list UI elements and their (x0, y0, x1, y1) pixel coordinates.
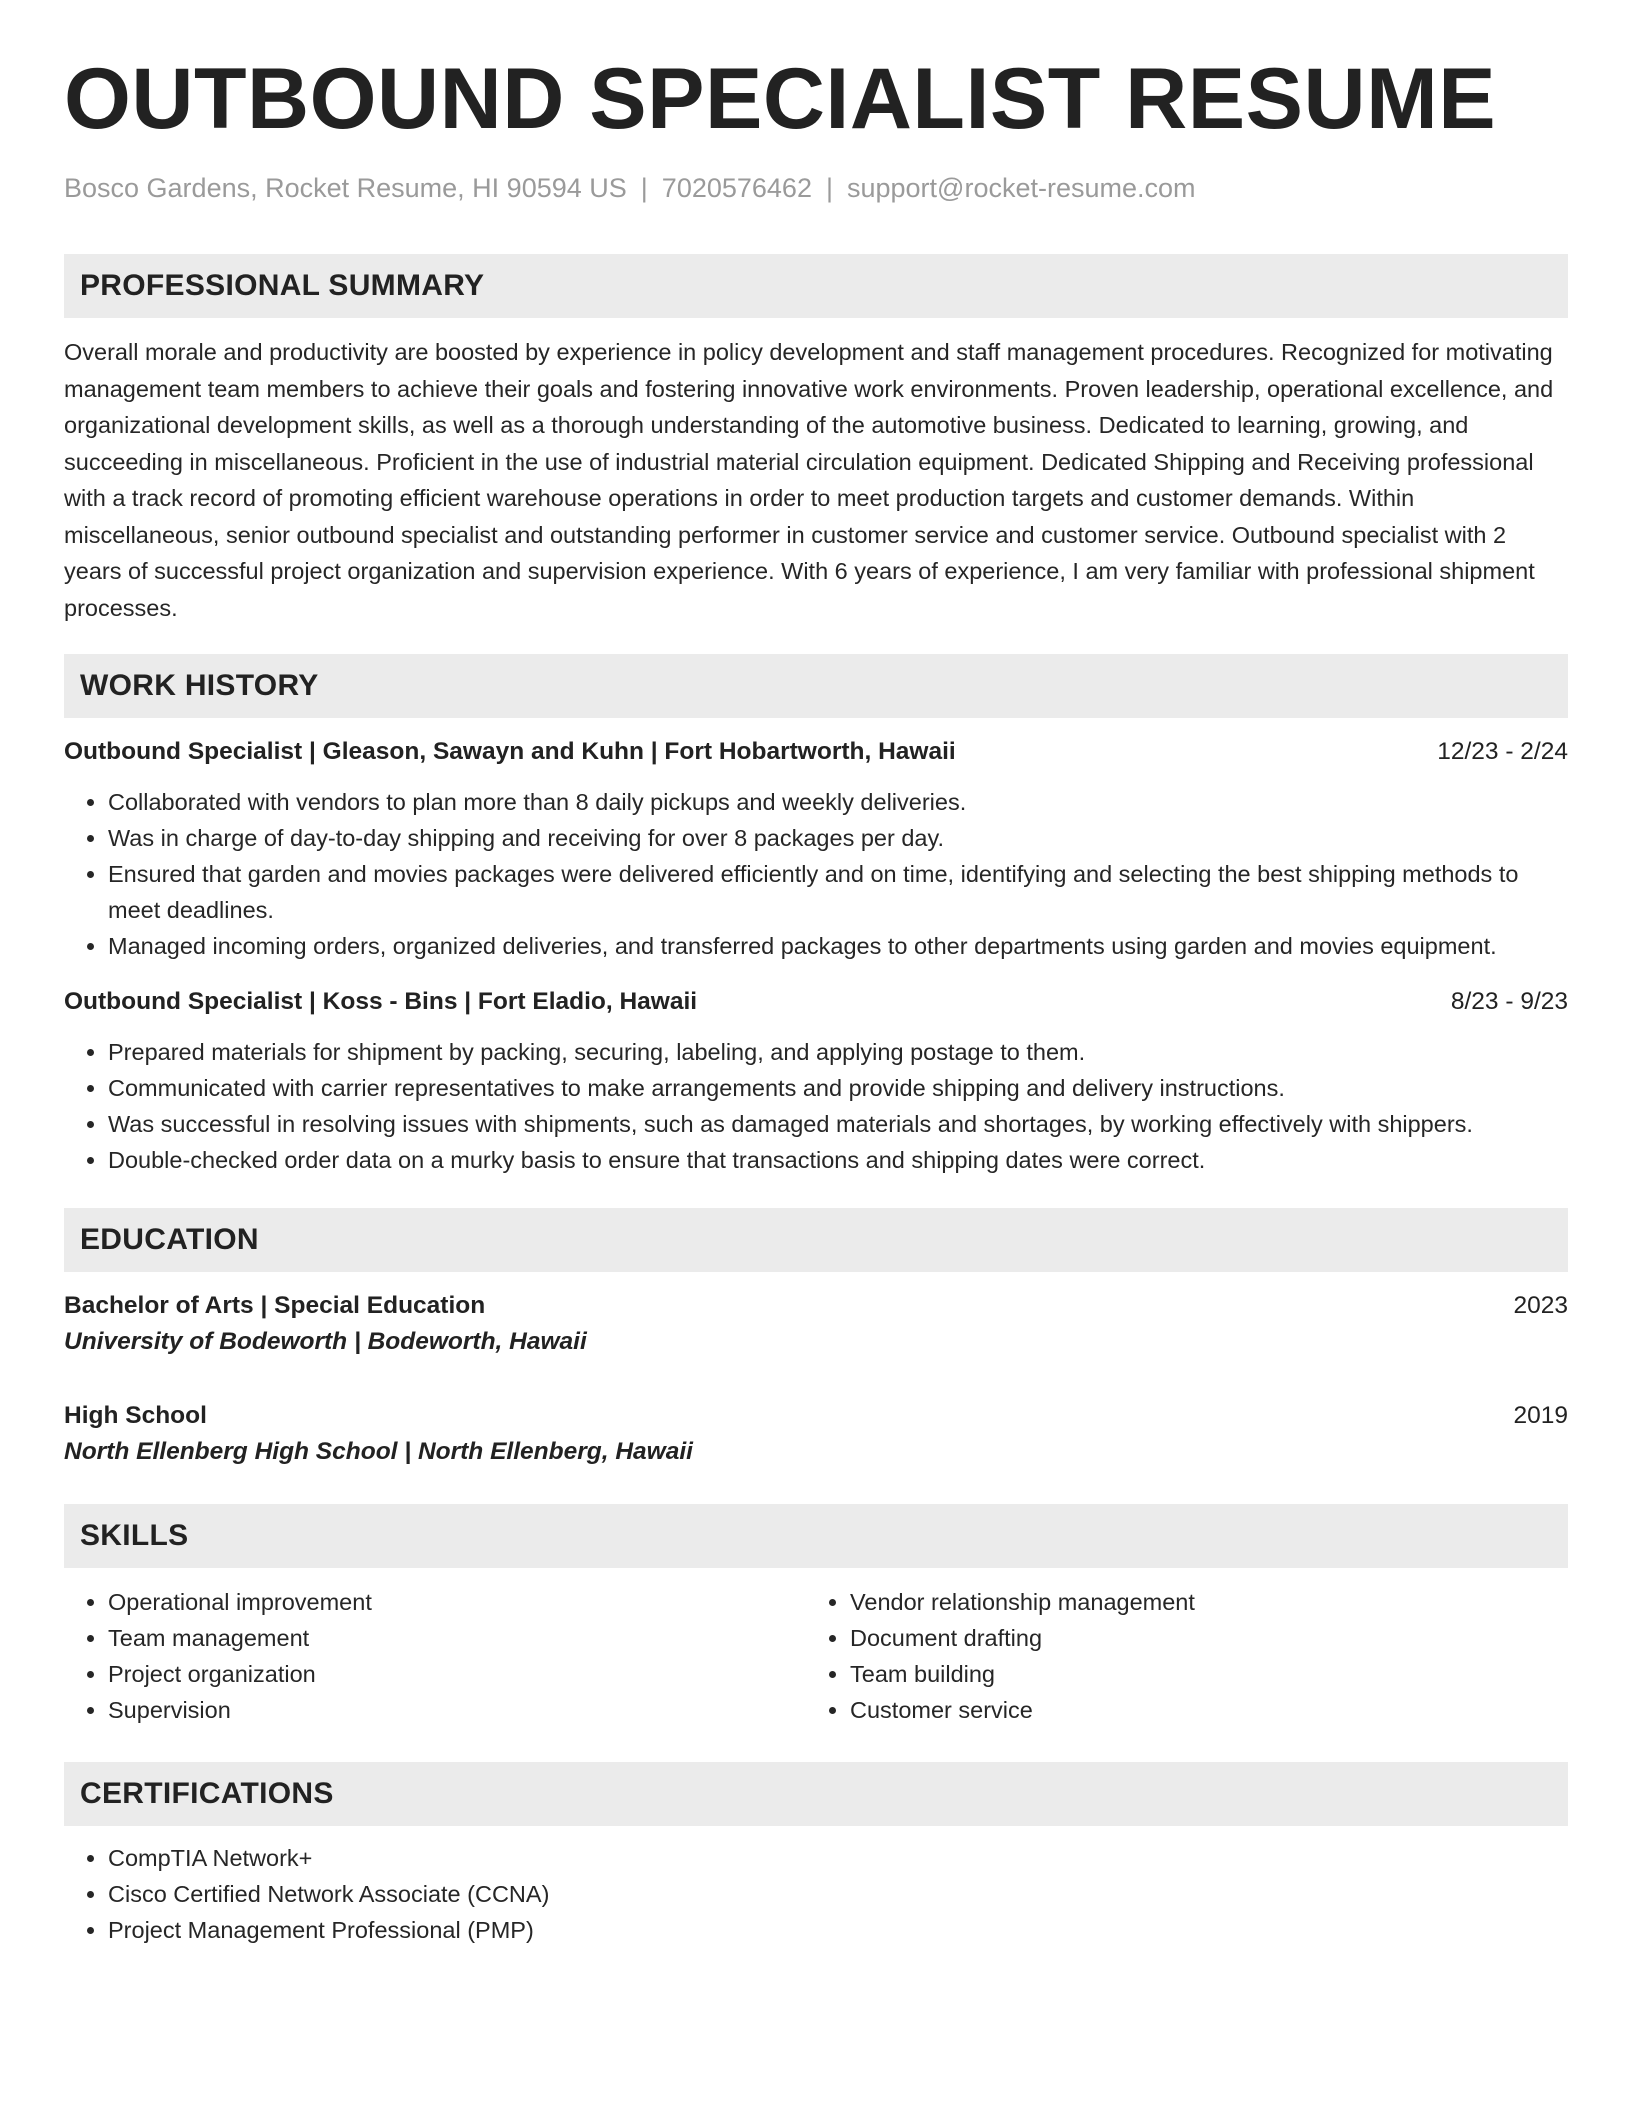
skills-section-header: SKILLS (64, 1504, 1568, 1568)
work-history-section-header: WORK HISTORY (64, 654, 1568, 718)
skill-item: • Customer service (850, 1692, 1548, 1728)
skills-grid (64, 1584, 1568, 1728)
job-entry-header (64, 984, 1568, 1020)
education-degree: Bachelor of Arts | Special Education (64, 1292, 486, 1320)
job-bullet: • Managed incoming orders, organized deliveries, and transferred packages to other departments using garden and movies equipment. (108, 928, 1568, 964)
certification-item: • CompTIA Network+ (108, 1840, 1568, 1876)
skill-item: • Project organization (108, 1656, 806, 1692)
job-dates: 12/23 - 2/24 (1437, 738, 1568, 766)
job-bullet: • Collaborated with vendors to plan more than 8 daily pickups and weekly deliveries. (108, 784, 1568, 820)
job-bullet: • Communicated with carrier representatives to make arrangements and provide shipping and delivery instructions. (108, 1070, 1568, 1106)
job-bullet-list (64, 1034, 1568, 1178)
contact-phone: 7020576462 (661, 173, 812, 203)
skill-item: • Team management (108, 1620, 806, 1656)
education-year: 2023 (1513, 1292, 1568, 1320)
education-entry-header (64, 1398, 1568, 1434)
contact-line (64, 172, 1568, 204)
summary-text: Overall morale and productivity are boosted by experience in policy development and staff management procedures. Recognized for motivating management team members to achieve their goals and fostering innovative work environments. Proven leadership, operational excellence, and organizational development skills, as well as a thorough understanding of the automotive business. Dedicated to learning, growing, and succeeding in miscellaneous. Proficient in the use of industrial material circulation equipment. Dedicated Shipping and Receiving professional with a track record of promoting efficient warehouse operations in order to meet production targets and customer demands. Within miscellaneous, senior outbound specialist and outstanding performer in customer service and customer service. Outbound specialist with 2 years of successful project organization and supervision experience. With 6 years of experience, I am very familiar with professional shipment processes. (64, 339, 1554, 621)
job-title: Outbound Specialist | Gleason, Sawayn and Kuhn | Fort Hobartworth, Hawaii (64, 738, 956, 766)
contact-separator: | (825, 173, 833, 203)
contact-address: Bosco Gardens, Rocket Resume, HI 90594 US (64, 173, 627, 203)
contact-email: support@rocket-resume.com (846, 173, 1196, 203)
certification-item: • Cisco Certified Network Associate (CCNA) (108, 1876, 1568, 1912)
certification-item: • Project Management Professional (PMP) (108, 1912, 1568, 1948)
job-bullet: • Double-checked order data on a murky basis to ensure that transactions and shipping dates were correct. (108, 1142, 1568, 1178)
skills-list-left (64, 1584, 806, 1728)
education-degree: High School (64, 1402, 207, 1430)
job-entry-header (64, 734, 1568, 770)
job-title: Outbound Specialist | Koss - Bins | Fort Eladio, Hawaii (64, 988, 698, 1016)
education-year: 2019 (1513, 1402, 1568, 1430)
skill-item: • Team building (850, 1656, 1548, 1692)
education-school: North Ellenberg High School | North Ellenberg, Hawaii (64, 1438, 693, 1466)
skills-list-right (806, 1584, 1548, 1728)
job-bullet: • Was in charge of day-to-day shipping and receiving for over 8 packages per day. (108, 820, 1568, 856)
job-bullet-list (64, 784, 1568, 964)
certifications-section-header: CERTIFICATIONS (64, 1762, 1568, 1826)
job-bullet: • Ensured that garden and movies packages were delivered efficiently and on time, identifying and selecting the best shipping methods to meet deadlines. (108, 856, 1568, 928)
resume-title: OUTBOUND SPECIALIST RESUME (64, 51, 1497, 147)
skill-item: • Supervision (108, 1692, 806, 1728)
job-bullet: • Was successful in resolving issues with shipments, such as damaged materials and shortages, by working effectively with shippers. (108, 1106, 1568, 1142)
certifications-list (64, 1840, 1568, 1948)
summary-section-header: PROFESSIONAL SUMMARY (64, 254, 1568, 318)
education-section-header: EDUCATION (64, 1208, 1568, 1272)
skill-item: • Operational improvement (108, 1584, 806, 1620)
job-dates: 8/23 - 9/23 (1450, 988, 1568, 1016)
contact-separator: | (640, 173, 648, 203)
skill-item: • Document drafting (850, 1620, 1548, 1656)
education-entry-header (64, 1288, 1568, 1324)
job-bullet: • Prepared materials for shipment by packing, securing, labeling, and applying postage to them. (108, 1034, 1568, 1070)
education-school: University of Bodeworth | Bodeworth, Hawaii (64, 1328, 587, 1356)
skill-item: • Vendor relationship management (850, 1584, 1548, 1620)
